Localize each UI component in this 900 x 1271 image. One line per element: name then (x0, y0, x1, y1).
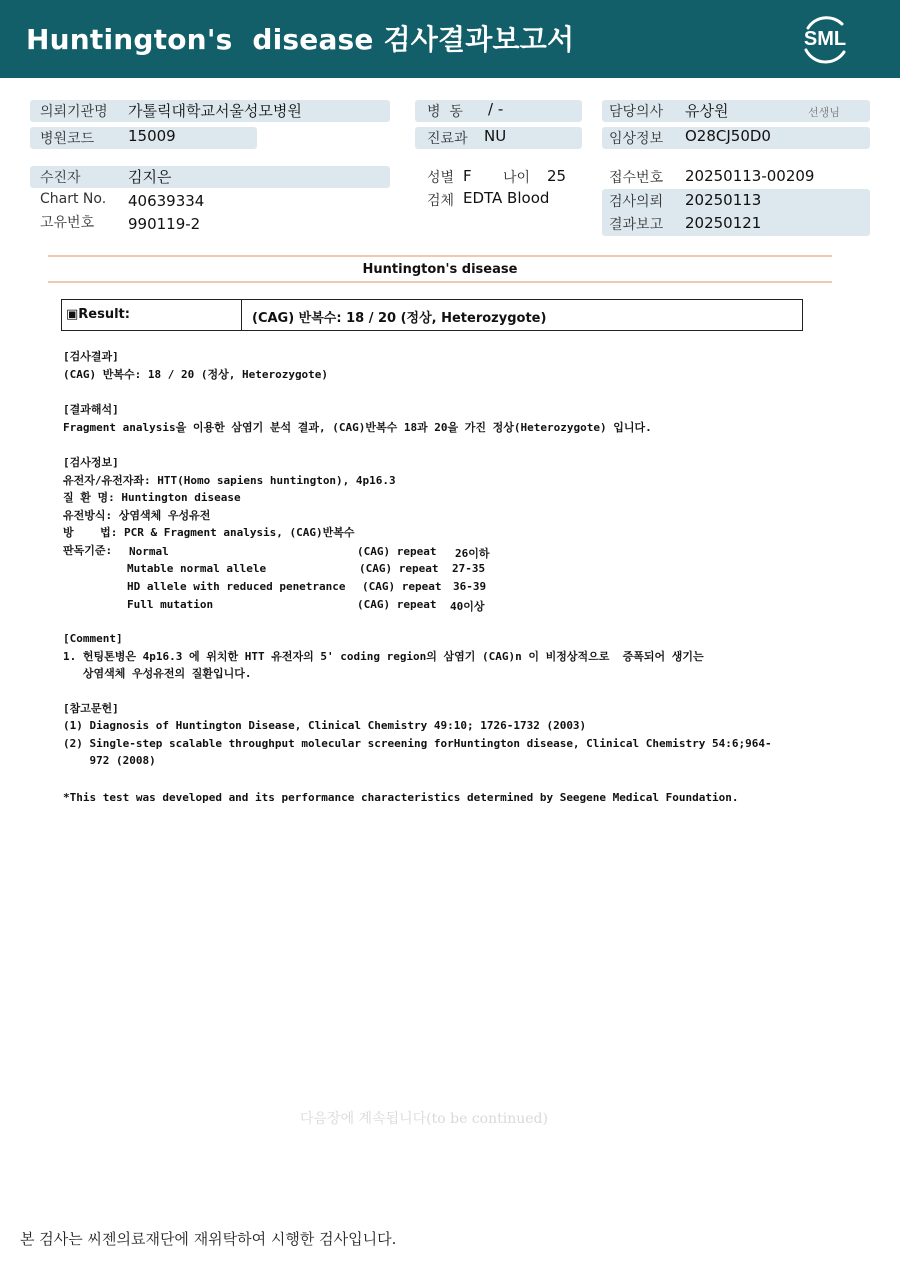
report-title: Huntington's disease 검사결과보고서 (26, 23, 575, 56)
criteria-range: 40이상 (450, 600, 485, 613)
hospital-code-value: 15009 (128, 127, 176, 145)
disclaimer: *This test was developed and its performance characteristics determined by Seegene Medical Foundation. (63, 791, 739, 804)
ward-value: / - (488, 100, 504, 118)
continued-notice: 다음장에 계속됩니다(to be continued) (300, 1111, 548, 1127)
criteria-name: Full mutation (127, 598, 214, 611)
criteria-prefix: 판독기준: (63, 544, 113, 557)
ref-2b: 972 (2008) (63, 754, 156, 767)
footer-note: 본 검사는 씨젠의료재단에 재위탁하여 시행한 검사입니다. (20, 1230, 397, 1248)
criteria-repeat: (CAG) repeat (357, 545, 437, 558)
section-rule-bottom (48, 281, 832, 283)
section-title: Huntington's disease (362, 262, 518, 277)
receipt-value: 20250113-00209 (685, 167, 815, 185)
interp-heading: [결과해석] (63, 403, 119, 416)
id-label: 고유번호 (40, 215, 95, 231)
clinical-label: 임상정보 (609, 131, 664, 147)
ref-2a: (2) Single-step scalable throughput molecular screening forHuntington disease, Clinical Chemistry 54:6;964- (63, 737, 772, 750)
patient-value: 김지은 (128, 168, 172, 186)
doctor-value: 유상원 (685, 102, 729, 120)
dept-label: 진료과 (427, 131, 468, 147)
age-label: 나이 (503, 170, 531, 186)
patient-label: 수진자 (40, 170, 81, 186)
age-value: 25 (547, 167, 567, 185)
criteria-repeat: (CAG) repeat (357, 598, 437, 611)
doctor-label: 담당의사 (609, 104, 664, 120)
report-label: 결과보고 (609, 217, 664, 233)
criteria-name: HD allele with reduced penetrance (127, 580, 346, 593)
receipt-label: 접수번호 (609, 170, 664, 186)
interp-text: Fragment analysis을 이용한 삼염기 분석 결과, (CAG)반복수 18과 20을 가진 정상(Heterozygote) 입니다. (63, 421, 652, 434)
specimen-label: 검체 (427, 193, 455, 209)
patient-row-bg (30, 166, 390, 188)
result-value: (CAG) 반복수: 18 / 20 (정상, Heterozygote) (252, 311, 547, 326)
info-heading: [검사정보] (63, 456, 119, 469)
ref-heading: [참고문헌] (63, 702, 119, 715)
request-label: 검사의뢰 (609, 194, 664, 210)
clinical-value: O28CJ50D0 (685, 127, 771, 145)
comment-heading: [Comment] (63, 632, 123, 645)
sml-logo-icon (796, 12, 854, 66)
inherit-line: 유전방식: 상염색체 우성유전 (63, 509, 211, 522)
sex-label: 성별 (427, 170, 455, 186)
criteria-name: Normal (129, 545, 169, 558)
result-label: ▣Result: (66, 307, 130, 322)
ward-label: 병 동 (427, 104, 463, 120)
institution-label: 의뢰기관명 (40, 104, 108, 120)
logo-text: SML (803, 28, 847, 50)
doctor-suffix: 선생님 (808, 106, 840, 119)
result-divider (241, 300, 242, 330)
specimen-value: EDTA Blood (463, 189, 550, 207)
report-header (0, 0, 900, 78)
id-value: 990119-2 (128, 215, 201, 233)
section-rule-top (48, 255, 832, 257)
hospital-code-label: 병원코드 (40, 131, 95, 147)
method-line: 방 법: PCR & Fragment analysis, (CAG)반복수 (63, 526, 355, 539)
comment-line-2: 상염색체 우성유전의 질환입니다. (63, 667, 252, 680)
disease-line: 질 환 명: Huntington disease (63, 491, 241, 504)
request-value: 20250113 (685, 191, 762, 209)
criteria-range: 36-39 (453, 580, 487, 593)
criteria-range: 27-35 (452, 562, 486, 575)
criteria-repeat: (CAG) repeat (362, 580, 442, 593)
result-box (61, 299, 803, 331)
dept-value: NU (484, 127, 507, 145)
gene-line: 유전자/유전자좌: HTT(Homo sapiens huntington), 4p16.3 (63, 474, 396, 487)
criteria-name: Mutable normal allele (127, 562, 267, 575)
sex-value: F (463, 167, 472, 185)
institution-value: 가톨릭대학교서울성모병원 (128, 102, 302, 120)
result-heading: [검사결과] (63, 350, 119, 363)
chart-label: Chart No. (40, 191, 107, 207)
result-text: (CAG) 반복수: 18 / 20 (정상, Heterozygote) (63, 368, 329, 381)
report-value: 20250121 (685, 214, 762, 232)
chart-value: 40639334 (128, 192, 205, 210)
ref-1: (1) Diagnosis of Huntington Disease, Clinical Chemistry 49:10; 1726-1732 (2003) (63, 719, 587, 732)
comment-line-1: 1. 헌팅톤병은 4p16.3 에 위치한 HTT 유전자의 5' coding region의 삼염기 (CAG)n 이 비정상적으로 증폭되어 생기는 (63, 650, 704, 663)
criteria-repeat: (CAG) repeat (359, 562, 439, 575)
criteria-range: 26이하 (455, 547, 490, 560)
